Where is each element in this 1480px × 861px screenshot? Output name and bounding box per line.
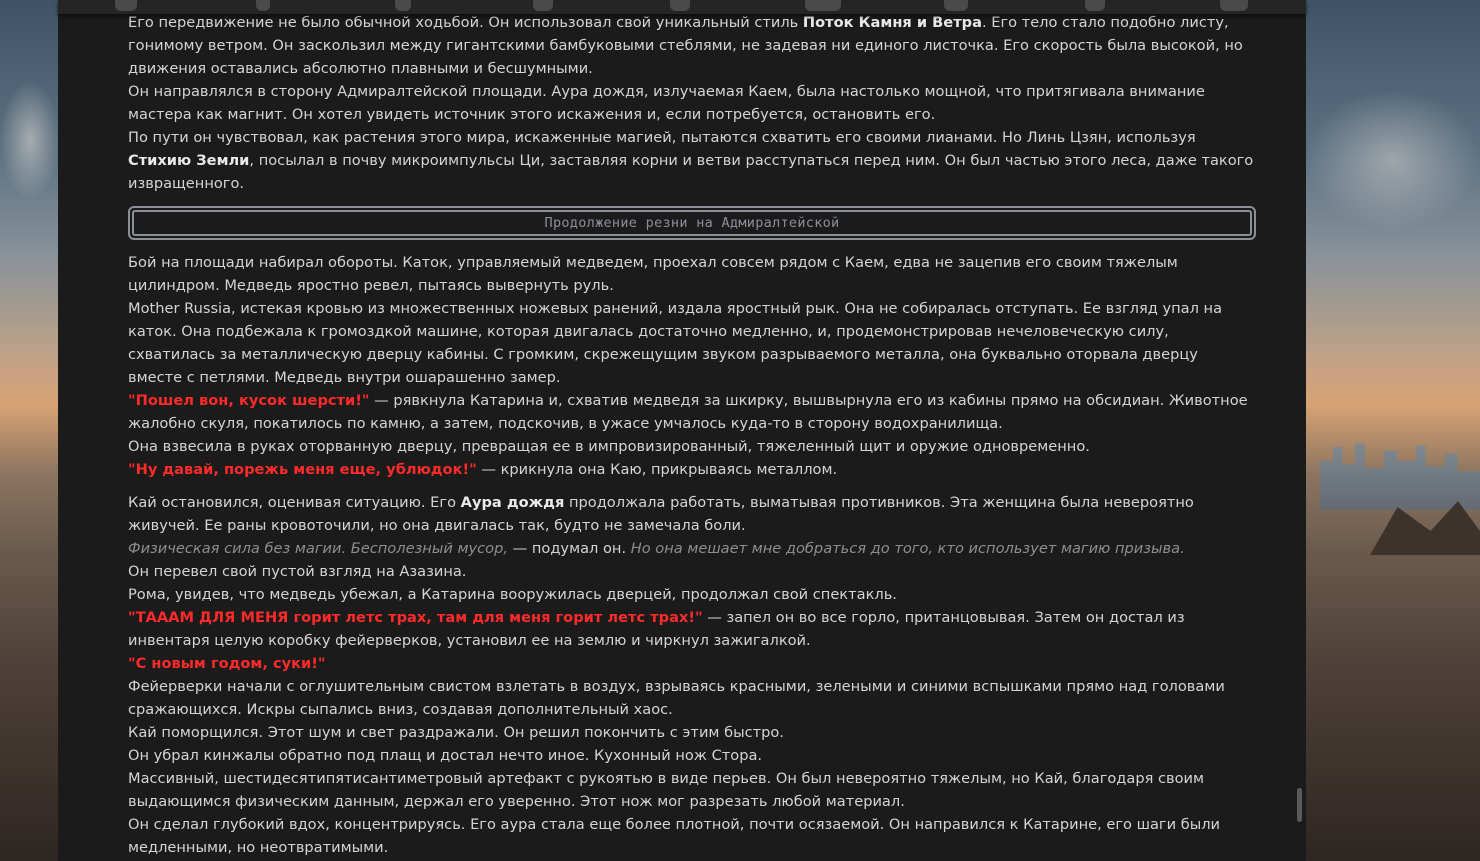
dialogue-quote: "Ну давай, порежь меня еще, ублюдок!" <box>128 461 477 478</box>
paragraph <box>128 744 1256 767</box>
top-toolbar <box>58 0 1306 14</box>
paragraph <box>128 721 1256 744</box>
paragraph <box>128 80 1256 126</box>
text-run: По пути он чувствовал, как растения этого мира, искаженные магией, пытаются схватить его своими лианами. Но Линь Цзян, используя <box>128 129 1196 146</box>
book-icon[interactable] <box>533 0 553 11</box>
inner-thought: Физическая сила без магии. Бесполезный мусор, <box>128 540 508 557</box>
dialogue-quote: "С новым годом, суки!" <box>128 655 326 672</box>
text-run: Фейерверки начали с оглушительным свистом взлетать в воздух, взрываясь красными, зелеными и синими вспышками прямо над головами сражающихся. Искры сыпались вниз, создавая дополнительный хаос. <box>128 678 1225 718</box>
text-run: Бой на площади набирал обороты. Каток, управляемый медведем, проехал совсем рядом с Каем, едва не зацепив его своим тяжелым цилиндром. Медведь яростно ревел, пытаясь вывернуть руль. <box>128 254 1178 294</box>
text-run: Кай остановился, оценивая ситуацию. Его <box>128 494 461 511</box>
gift-icon[interactable] <box>944 0 968 11</box>
paragraph <box>128 126 1256 195</box>
text-run: Он сделал глубокий вдох, концентрируясь. Его аура стала еще более плотной, почти осязаемой. Он направился к Катарине, его шаги были медленными, но неотвратимыми. <box>128 816 1221 856</box>
paragraph <box>128 675 1256 721</box>
background-cloud <box>1305 90 1480 230</box>
text-run: — запел он во все горло, пританцовывая. Затем он достал из инвентаря целую коробку фейерверков, установил ее на землю и чиркнул зажигалкой. <box>128 609 1185 649</box>
paragraph <box>128 767 1256 813</box>
text-run: Его передвижение не было обычной ходьбой. Он использовал свой уникальный стиль <box>128 14 803 31</box>
scrollbar-thumb[interactable] <box>1297 788 1302 822</box>
paragraph <box>128 652 1256 675</box>
paragraph <box>128 458 1256 481</box>
paragraph <box>128 583 1256 606</box>
bookmark-icon[interactable] <box>256 0 270 11</box>
paragraph <box>128 537 1256 560</box>
text-run: Рома, увидев, что медведь убежал, а Катарина вооружилась дверцей, продолжал свой спектакль. <box>128 586 897 603</box>
inner-thought: Но она мешает мне добраться до того, кто использует магию призыва. <box>630 540 1185 557</box>
paragraph <box>128 251 1256 297</box>
text-run: . Его тело стало подобно листу, гонимому ветром. Он заскользил между гигантскими бамбуковыми стеблями, не задевая ни единого листочка. Его скорость была высокой, но движения оставались абсолютно плавными и бесшумными. <box>128 14 1243 77</box>
paragraph <box>128 389 1256 435</box>
background-cloud <box>0 80 60 200</box>
text-run: — подумал он. <box>508 540 631 557</box>
paragraph <box>128 606 1256 652</box>
paragraph <box>128 813 1256 859</box>
bold-term: Аура дождя <box>460 494 565 511</box>
settings-icon[interactable] <box>115 0 137 11</box>
smile-icon[interactable] <box>1085 0 1105 11</box>
section-header-box <box>128 206 1256 240</box>
bold-term: Поток Камня и Ветра <box>802 14 982 31</box>
text-run: — крикнула она Каю, прикрываясь металлом. <box>476 461 838 478</box>
paragraph <box>128 491 1256 537</box>
chapter-text <box>128 11 1256 859</box>
text-block-middle <box>128 251 1256 481</box>
text-run: Она взвесила в руках оторванную дверцу, превращая ее в импровизированный, тяжеленный щит и оружие одновременно. <box>128 438 1090 455</box>
text-block-bottom <box>128 491 1256 859</box>
paragraph <box>128 11 1256 80</box>
dialogue-quote: "Пошел вон, кусок шерсти!" <box>128 392 370 409</box>
text-run: — рявкнула Катарина и, схватив медведя за шкирку, вышвырнула его из кабины прямо на обсидиан. Животное жалобно скуля, покатилось по камню, а затем, подскочив, в ужасе умчалось куда-то в сторону водохранилища. <box>128 392 1248 432</box>
bold-term: Стихию Земли <box>128 152 250 169</box>
text-run: Кай поморщился. Этот шум и свет раздражали. Он решил покончить с этим быстро. <box>128 724 784 741</box>
text-run: , посылал в почву микроимпульсы Ци, заставляя корни и ветви расступаться перед ним. Он был частью этого леса, даже такого извращенного. <box>128 152 1254 192</box>
chapters-icon[interactable] <box>805 0 841 11</box>
text-run: Он убрал кинжалы обратно под плащ и достал нечто иное. Кухонный нож Стора. <box>128 747 763 764</box>
text-run: Он направлялся в сторону Адмиралтейской площади. Аура дождя, излучаемая Каем, была настолько мощной, что притягивала внимание мастера как магнит. Он хотел увидеть источник этого искажения и, если потребуется, остановить его. <box>128 83 1205 123</box>
section-title: Продолжение резни на Адмиралтейской <box>132 210 1252 236</box>
text-run: Массивный, шестидесятипятисантиметровый артефакт с рукоятью в виде перьев. Он был невероятно тяжелым, но Кай, благодаря своим выдающимся физическим данным, держал его уверенно. Этот нож мог разрезать любой материал. <box>128 770 1205 810</box>
user-settings-icon[interactable] <box>670 0 690 11</box>
paragraph-gap <box>128 481 1256 491</box>
text-block-top <box>128 11 1256 195</box>
text-run: продолжала работать, выматывая противников. Эта женщина была невероятно живучей. Ее раны кровоточили, но она двигалась так, будто не замечала боли. <box>128 494 1194 534</box>
dialogue-quote: "ТАААМ ДЛЯ МЕНЯ горит летс трах, там для меня горит летс трах!" <box>128 609 703 626</box>
text-run: Mother Russia, истекая кровью из множественных ножевых ранений, издала яростный рык. Она не собиралась отступать. Ее взгляд упал на каток. Она подбежала к громоздкой машине, которая двигалась достаточно медленно, и, продемонстрировав нечеловеческую силу, схватилась за металлическую дверцу кабины. С громким, скрежещущим звуком разрываемого металла, она буквально оторвала дверцу вместе с петлями. Медведь внутри ошарашенно замер. <box>128 300 1223 386</box>
paragraph <box>128 297 1256 389</box>
paragraph <box>128 435 1256 458</box>
paragraph <box>128 560 1256 583</box>
profile-icon[interactable] <box>1220 0 1248 11</box>
background-city-silhouette <box>1320 440 1480 510</box>
font-icon[interactable] <box>395 0 411 11</box>
text-run: Он перевел свой пустой взгляд на Азазина. <box>128 563 467 580</box>
